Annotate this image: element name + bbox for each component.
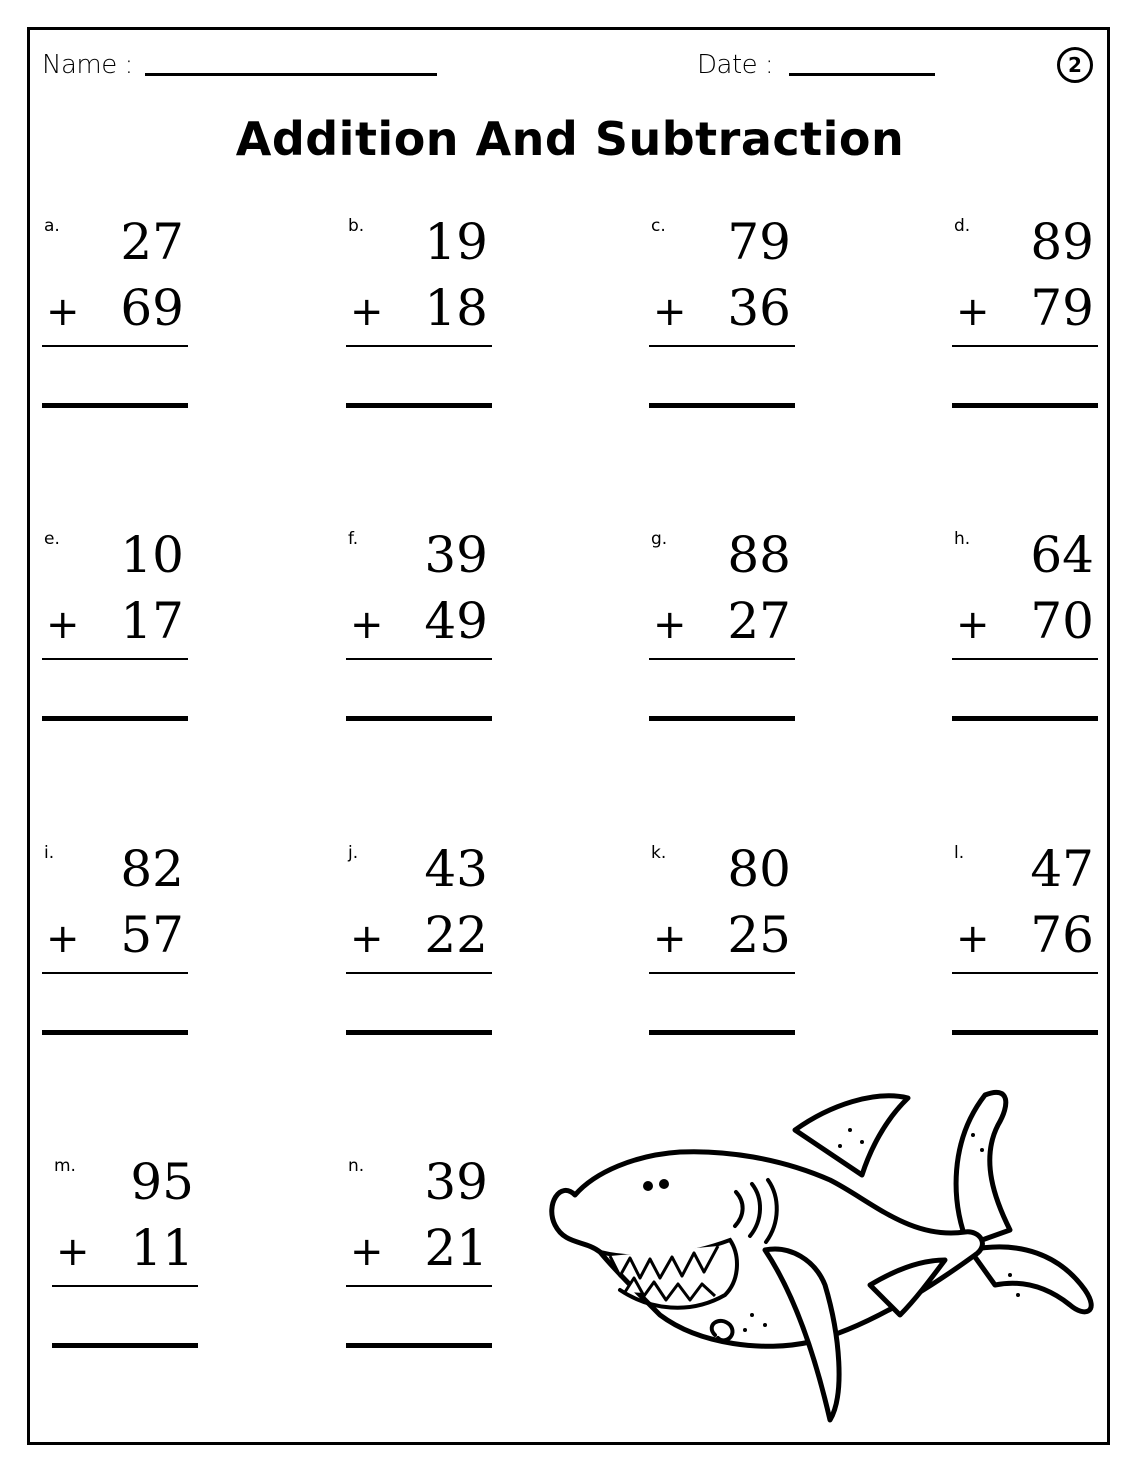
top-number: 89 xyxy=(1030,213,1094,271)
sum-rule xyxy=(52,1285,198,1287)
top-number: 64 xyxy=(1030,526,1094,584)
problem-n xyxy=(346,1150,496,1360)
bottom-number: 21 xyxy=(424,1219,488,1277)
top-number: 88 xyxy=(727,526,791,584)
top-number: 39 xyxy=(424,1153,488,1211)
bottom-number: 79 xyxy=(1030,279,1094,337)
bottom-number: 27 xyxy=(727,592,791,650)
problem-d xyxy=(952,210,1102,420)
plus-sign: + xyxy=(56,1229,90,1275)
sum-rule xyxy=(42,658,188,660)
page-number: 2 xyxy=(1068,53,1082,77)
bottom-number: 76 xyxy=(1030,906,1094,964)
bottom-number: 11 xyxy=(130,1219,194,1277)
sum-rule xyxy=(649,972,795,974)
plus-sign: + xyxy=(653,916,687,962)
problem-label: c. xyxy=(651,216,666,236)
answer-line[interactable] xyxy=(649,1030,795,1035)
bottom-number: 70 xyxy=(1030,592,1094,650)
problem-g xyxy=(649,523,799,733)
plus-sign: + xyxy=(350,602,384,648)
top-number: 19 xyxy=(424,213,488,271)
plus-sign: + xyxy=(46,289,80,335)
plus-sign: + xyxy=(653,289,687,335)
top-number: 27 xyxy=(120,213,184,271)
sum-rule xyxy=(346,658,492,660)
top-number: 80 xyxy=(727,840,791,898)
problem-label: n. xyxy=(348,1156,365,1176)
problem-j xyxy=(346,837,496,1047)
page-title: Addition And Subtraction xyxy=(235,112,905,166)
plus-sign: + xyxy=(46,602,80,648)
problem-b xyxy=(346,210,496,420)
top-number: 43 xyxy=(424,840,488,898)
top-number: 95 xyxy=(130,1153,194,1211)
bottom-number: 57 xyxy=(120,906,184,964)
answer-line[interactable] xyxy=(52,1343,198,1348)
problem-label: l. xyxy=(954,843,965,863)
sum-rule xyxy=(42,345,188,347)
plus-sign: + xyxy=(350,916,384,962)
problem-e xyxy=(42,523,192,733)
answer-line[interactable] xyxy=(346,716,492,721)
plus-sign: + xyxy=(653,602,687,648)
problem-label: i. xyxy=(44,843,55,863)
answer-line[interactable] xyxy=(649,403,795,408)
sum-rule xyxy=(346,972,492,974)
problem-label: e. xyxy=(44,529,60,549)
name-field[interactable] xyxy=(145,73,437,76)
shark-icon xyxy=(540,1080,1105,1425)
sum-rule xyxy=(346,1285,492,1287)
problem-label: j. xyxy=(348,843,359,863)
sum-rule xyxy=(952,658,1098,660)
bottom-number: 25 xyxy=(727,906,791,964)
sum-rule xyxy=(42,972,188,974)
problem-label: a. xyxy=(44,216,60,236)
bottom-number: 49 xyxy=(424,592,488,650)
answer-line[interactable] xyxy=(42,716,188,721)
bottom-number: 22 xyxy=(424,906,488,964)
problem-label: b. xyxy=(348,216,365,236)
top-number: 39 xyxy=(424,526,488,584)
problem-label: m. xyxy=(54,1156,76,1176)
problem-label: g. xyxy=(651,529,668,549)
problem-i xyxy=(42,837,192,1047)
name-label: Name : xyxy=(42,50,133,80)
answer-line[interactable] xyxy=(42,1030,188,1035)
answer-line[interactable] xyxy=(346,1030,492,1035)
date-field[interactable] xyxy=(789,73,935,76)
plus-sign: + xyxy=(956,289,990,335)
plus-sign: + xyxy=(956,602,990,648)
top-number: 47 xyxy=(1030,840,1094,898)
problem-label: f. xyxy=(348,529,359,549)
problem-h xyxy=(952,523,1102,733)
problem-f xyxy=(346,523,496,733)
date-label: Date : xyxy=(697,50,774,80)
problem-label: k. xyxy=(651,843,667,863)
sum-rule xyxy=(952,972,1098,974)
page-number-badge xyxy=(1057,47,1093,83)
top-number: 82 xyxy=(120,840,184,898)
problem-label: d. xyxy=(954,216,971,236)
plus-sign: + xyxy=(956,916,990,962)
problem-c xyxy=(649,210,799,420)
plus-sign: + xyxy=(46,916,80,962)
bottom-number: 36 xyxy=(727,279,791,337)
answer-line[interactable] xyxy=(952,1030,1098,1035)
problem-l xyxy=(952,837,1102,1047)
problem-k xyxy=(649,837,799,1047)
answer-line[interactable] xyxy=(649,716,795,721)
answer-line[interactable] xyxy=(952,716,1098,721)
bottom-number: 69 xyxy=(120,279,184,337)
problem-label: h. xyxy=(954,529,971,549)
bottom-number: 18 xyxy=(424,279,488,337)
answer-line[interactable] xyxy=(42,403,188,408)
answer-line[interactable] xyxy=(952,403,1098,408)
problem-a xyxy=(42,210,192,420)
plus-sign: + xyxy=(350,1229,384,1275)
sum-rule xyxy=(346,345,492,347)
problem-m xyxy=(52,1150,202,1360)
answer-line[interactable] xyxy=(346,403,492,408)
sum-rule xyxy=(649,345,795,347)
sum-rule xyxy=(649,658,795,660)
top-number: 79 xyxy=(727,213,791,271)
top-number: 10 xyxy=(120,526,184,584)
bottom-number: 17 xyxy=(120,592,184,650)
plus-sign: + xyxy=(350,289,384,335)
sum-rule xyxy=(952,345,1098,347)
answer-line[interactable] xyxy=(346,1343,492,1348)
